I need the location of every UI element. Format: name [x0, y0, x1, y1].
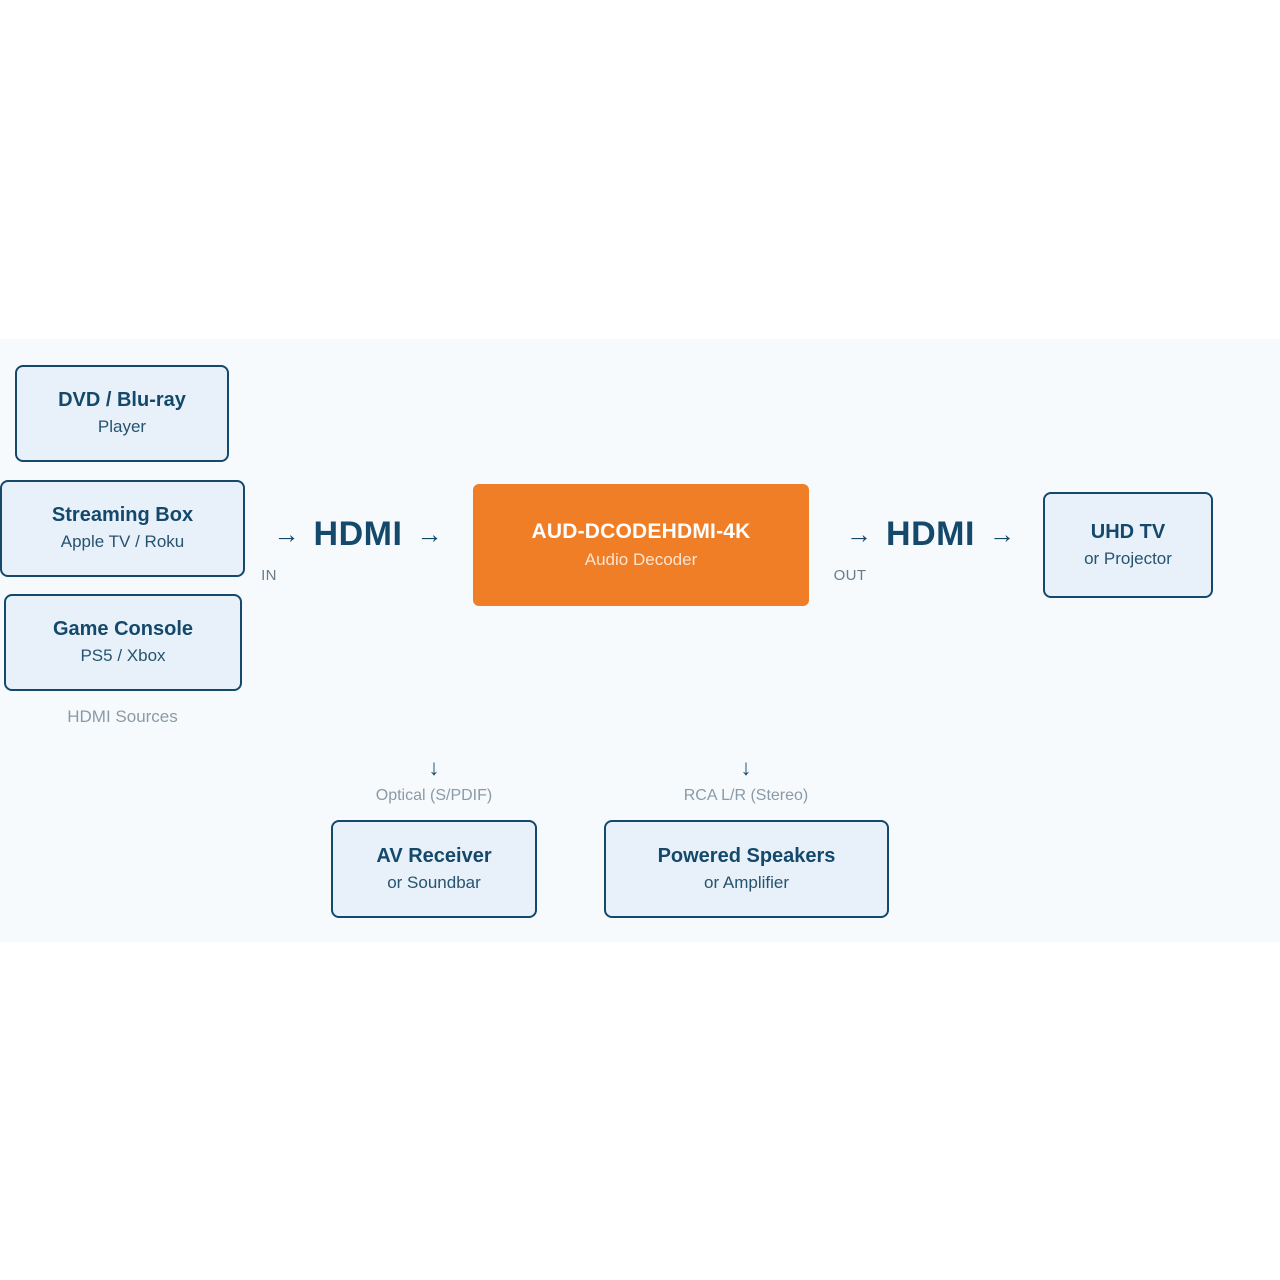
source-node-dvd-bluray[interactable] — [15, 365, 229, 462]
arrow-right-icon: → — [273, 519, 300, 549]
arrow-right-icon: → — [988, 519, 1015, 549]
arrow-down-icon: ↓ — [740, 755, 752, 780]
decoder-device-node[interactable] — [473, 484, 809, 606]
audio-node-powered-speakers[interactable] — [604, 820, 889, 918]
source-node-game-console[interactable] — [4, 594, 242, 691]
source-node-subtitle: Player — [97, 417, 147, 437]
audio-node-title: Powered Speakers — [657, 844, 836, 867]
audio-node-subtitle: or Amplifier — [703, 872, 790, 892]
arrow-right-icon: → — [416, 519, 443, 549]
input-port-caption: IN — [261, 567, 277, 584]
sources-group-caption: HDMI Sources — [67, 707, 178, 726]
source-node-title: DVD / Blu-ray — [58, 389, 186, 412]
output-connection-group — [828, 504, 1033, 564]
decoder-model-name: AUD-DCODEHDMI-4K — [531, 520, 751, 543]
source-node-streaming-box[interactable] — [0, 480, 245, 577]
arrow-right-icon: → — [846, 519, 873, 549]
source-node-subtitle: Apple TV / Roku — [60, 532, 185, 552]
input-hdmi-label: HDMI — [313, 514, 403, 553]
source-node-title: Streaming Box — [51, 504, 194, 527]
arrow-down-icon: ↓ — [428, 755, 440, 780]
audio-node-av-receiver[interactable] — [331, 820, 537, 918]
diagram-canvas — [0, 339, 1280, 942]
rca-link-label: RCA L/R (Stereo) — [683, 787, 809, 804]
display-node-title: UHD TV — [1090, 520, 1166, 543]
optical-link-label: Optical (S/PDIF) — [375, 787, 493, 804]
output-hdmi-label: HDMI — [886, 514, 975, 553]
audio-node-subtitle: or Soundbar — [387, 872, 481, 892]
display-node-subtitle: or Projector — [1084, 548, 1172, 568]
output-port-caption: OUT — [833, 567, 867, 584]
audio-node-title: AV Receiver — [376, 844, 492, 867]
source-node-title: Game Console — [52, 618, 194, 641]
display-node-uhd-tv[interactable] — [1043, 492, 1213, 598]
source-node-subtitle: PS5 / Xbox — [80, 646, 166, 666]
decoder-subtitle: Audio Decoder — [584, 550, 698, 569]
input-connection-group — [258, 504, 458, 564]
